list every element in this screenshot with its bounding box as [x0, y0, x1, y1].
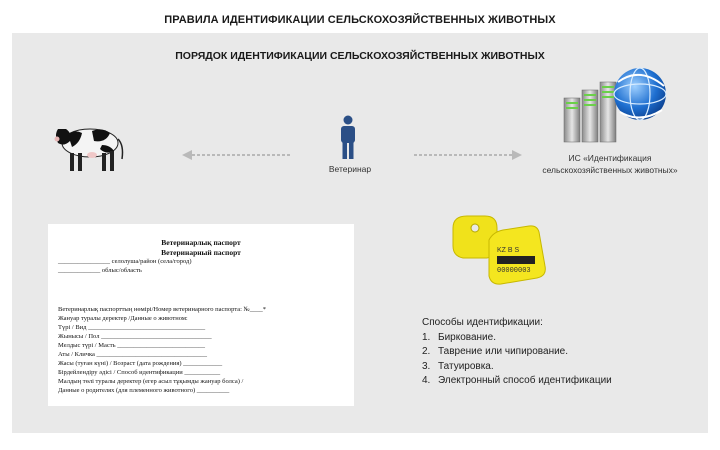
passport-line: Мелдыс түрі / Масть ___________________________ [58, 342, 205, 349]
passport-line: Ветеринарлық паспорттың нөмірі/Номер ветеринарного паспорта: №____* [58, 306, 267, 313]
list-item: 2. Таврение или чипирование. [422, 346, 569, 357]
server-globe-icon [560, 62, 670, 144]
passport-line: Бірдейлендіру әдісі / Способ идентификации ___________ [58, 369, 221, 376]
ear-tag-icon [447, 206, 557, 296]
passport-line: Данные о родителях (для племенного животного) __________ [58, 387, 230, 394]
passport-line: Түрі / Вид ____________________________________ [58, 324, 206, 331]
list-item: 3. Татуировка. [422, 360, 494, 372]
list-item: 4. Электронный способ идентификации [422, 375, 612, 386]
passport-line: Жануар туралы деректер /Данные о животном: [58, 315, 188, 322]
passport-title-ru: Ветеринарный паспорт [161, 248, 241, 257]
passport-line: Аты / Кличка __________________________________ [58, 351, 208, 358]
slide-subtitle: ПОРЯДОК ИДЕНТИФИКАЦИИ СЕЛЬСКОХОЗЯЙСТВЕННЫХ ЖИВОТНЫХ [175, 50, 545, 62]
methods-list [422, 331, 712, 389]
tag-top-text: KZ B S [497, 247, 520, 254]
slide-title: ПРАВИЛА ИДЕНТИФИКАЦИИ СЕЛЬСКОХОЗЯЙСТВЕННЫХ ЖИВОТНЫХ [164, 14, 556, 26]
passport-line: ________________ селолуша/район (села/город) [58, 258, 192, 265]
passport-line: Малдың төлі туралы деректер (егер асыл тұқымды жануар болса) / [58, 378, 244, 385]
is-system-label: ИС «Идентификация сельскохозяйственных животных» [542, 153, 678, 175]
identification-methods [422, 316, 712, 389]
arrow-right-icon [412, 150, 522, 160]
passport-line: _____________ облыс/область [58, 267, 142, 274]
tag-code-text: 00000003 [497, 267, 531, 275]
passport-title-kz: Ветеринарлық паспорт [161, 238, 241, 247]
person-icon [338, 115, 358, 159]
veterinarian-label: Ветеринар [328, 164, 372, 174]
methods-title: Способы идентификации: [422, 317, 543, 328]
cow-icon [50, 115, 130, 177]
passport-line: Жасы (туған күні) / Возраст (дата рождения) ____________ [58, 360, 223, 367]
veterinary-passport-document [48, 224, 354, 406]
list-item: 1. Биркование. [422, 331, 496, 343]
arrow-left-icon [182, 150, 292, 160]
passport-line: Жынысы / Пол __________________________________ [58, 333, 212, 340]
